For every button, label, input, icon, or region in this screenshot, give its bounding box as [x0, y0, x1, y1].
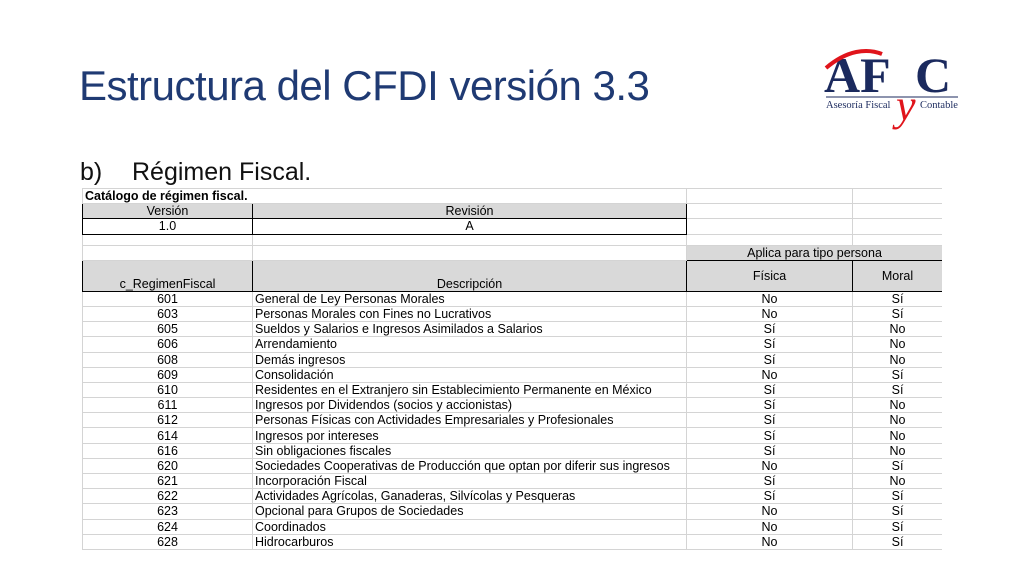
- code-cell: 611: [83, 398, 253, 413]
- moral-cell: No: [853, 428, 942, 443]
- fisica-cell: Sí: [687, 428, 853, 443]
- moral-cell: No: [853, 322, 942, 337]
- code-cell: 623: [83, 504, 253, 519]
- fisica-cell: Sí: [687, 443, 853, 458]
- table-row: [83, 322, 943, 337]
- moral-cell: Sí: [853, 504, 942, 519]
- code-cell: 622: [83, 489, 253, 504]
- code-cell: 614: [83, 428, 253, 443]
- company-logo: [822, 40, 962, 130]
- table-row: [83, 474, 943, 489]
- subtitle-text: Régimen Fiscal.: [132, 158, 312, 186]
- page-title: Estructura del CFDI versión 3.3: [79, 62, 650, 109]
- code-cell: 612: [83, 413, 253, 428]
- moral-cell: No: [853, 352, 942, 367]
- table-row: [83, 367, 943, 382]
- table-row: [83, 519, 943, 534]
- description-cell: Opcional para Grupos de Sociedades: [253, 504, 687, 519]
- table-row: [83, 489, 943, 504]
- fisica-cell: Sí: [687, 398, 853, 413]
- moral-cell: Sí: [853, 519, 942, 534]
- column-header-fisica: Física: [687, 260, 853, 291]
- code-cell: 616: [83, 443, 253, 458]
- revision-value: A: [253, 219, 687, 234]
- moral-cell: Sí: [853, 489, 942, 504]
- applies-header: Aplica para tipo persona: [687, 245, 942, 260]
- column-header-moral: Moral: [853, 260, 942, 291]
- moral-cell: Sí: [853, 534, 942, 549]
- moral-cell: No: [853, 443, 942, 458]
- logo-letter-y: y: [896, 81, 916, 130]
- moral-cell: Sí: [853, 382, 942, 397]
- table-row: [83, 458, 943, 473]
- moral-cell: Sí: [853, 291, 942, 306]
- table-row: [83, 443, 943, 458]
- description-cell: Residentes en el Extranjero sin Establecimiento Permanente en México: [253, 382, 687, 397]
- table-row: [83, 382, 943, 397]
- version-value: 1.0: [83, 219, 253, 234]
- table-row: [83, 428, 943, 443]
- moral-cell: Sí: [853, 367, 942, 382]
- table-row: [83, 413, 943, 428]
- description-cell: Sociedades Cooperativas de Producción que optan por diferir sus ingresos: [253, 458, 687, 473]
- code-cell: 610: [83, 382, 253, 397]
- code-cell: 606: [83, 337, 253, 352]
- fisica-cell: No: [687, 534, 853, 549]
- fisica-cell: Sí: [687, 413, 853, 428]
- code-cell: 624: [83, 519, 253, 534]
- fisica-cell: Sí: [687, 382, 853, 397]
- moral-cell: No: [853, 474, 942, 489]
- description-cell: Sueldos y Salarios e Ingresos Asimilados a Salarios: [253, 322, 687, 337]
- fisica-cell: Sí: [687, 322, 853, 337]
- code-cell: 628: [83, 534, 253, 549]
- code-cell: 620: [83, 458, 253, 473]
- moral-cell: Sí: [853, 306, 942, 321]
- column-header-description: Descripción: [253, 260, 687, 291]
- table-row: [83, 534, 943, 549]
- table-row: [83, 504, 943, 519]
- fisica-cell: No: [687, 291, 853, 306]
- code-cell: 621: [83, 474, 253, 489]
- table-row: [83, 306, 943, 321]
- description-cell: General de Ley Personas Morales: [253, 291, 687, 306]
- logo-tagline-left: Asesoría Fiscal: [826, 100, 891, 111]
- description-cell: Actividades Agrícolas, Ganaderas, Silvícolas y Pesqueras: [253, 489, 687, 504]
- fisica-cell: Sí: [687, 337, 853, 352]
- revision-label: Revisión: [253, 204, 687, 219]
- description-cell: Coordinados: [253, 519, 687, 534]
- spreadsheet-image: [82, 188, 942, 558]
- fisica-cell: No: [687, 519, 853, 534]
- description-cell: Consolidación: [253, 367, 687, 382]
- moral-cell: No: [853, 398, 942, 413]
- description-cell: Demás ingresos: [253, 352, 687, 367]
- version-label: Versión: [83, 204, 253, 219]
- fisica-cell: Sí: [687, 352, 853, 367]
- fisica-cell: Sí: [687, 489, 853, 504]
- code-cell: 603: [83, 306, 253, 321]
- afc-logo-graphic: [822, 40, 962, 130]
- fisica-cell: No: [687, 458, 853, 473]
- moral-cell: No: [853, 337, 942, 352]
- code-cell: 605: [83, 322, 253, 337]
- logo-letter-c: C: [915, 47, 952, 103]
- fisica-cell: No: [687, 504, 853, 519]
- fisica-cell: No: [687, 367, 853, 382]
- description-cell: Personas Morales con Fines no Lucrativos: [253, 306, 687, 321]
- column-header-code: c_RegimenFiscal: [83, 260, 253, 291]
- code-cell: 601: [83, 291, 253, 306]
- table-row: [83, 337, 943, 352]
- section-subtitle: [80, 158, 311, 187]
- description-cell: Sin obligaciones fiscales: [253, 443, 687, 458]
- logo-tagline-right: Contable: [920, 100, 958, 111]
- catalog-title: Catálogo de régimen fiscal.: [83, 189, 687, 204]
- logo-letters: AF: [824, 47, 891, 103]
- moral-cell: No: [853, 413, 942, 428]
- description-cell: Ingresos por intereses: [253, 428, 687, 443]
- subtitle-marker: b): [80, 158, 103, 186]
- moral-cell: Sí: [853, 458, 942, 473]
- code-cell: 608: [83, 352, 253, 367]
- code-cell: 609: [83, 367, 253, 382]
- regimen-fiscal-table: [82, 188, 942, 550]
- fisica-cell: Sí: [687, 474, 853, 489]
- table-row: [83, 352, 943, 367]
- fisica-cell: No: [687, 306, 853, 321]
- table-row: [83, 398, 943, 413]
- description-cell: Ingresos por Dividendos (socios y accionistas): [253, 398, 687, 413]
- description-cell: Incorporación Fiscal: [253, 474, 687, 489]
- description-cell: Hidrocarburos: [253, 534, 687, 549]
- description-cell: Personas Físicas con Actividades Empresariales y Profesionales: [253, 413, 687, 428]
- table-row: [83, 291, 943, 306]
- description-cell: Arrendamiento: [253, 337, 687, 352]
